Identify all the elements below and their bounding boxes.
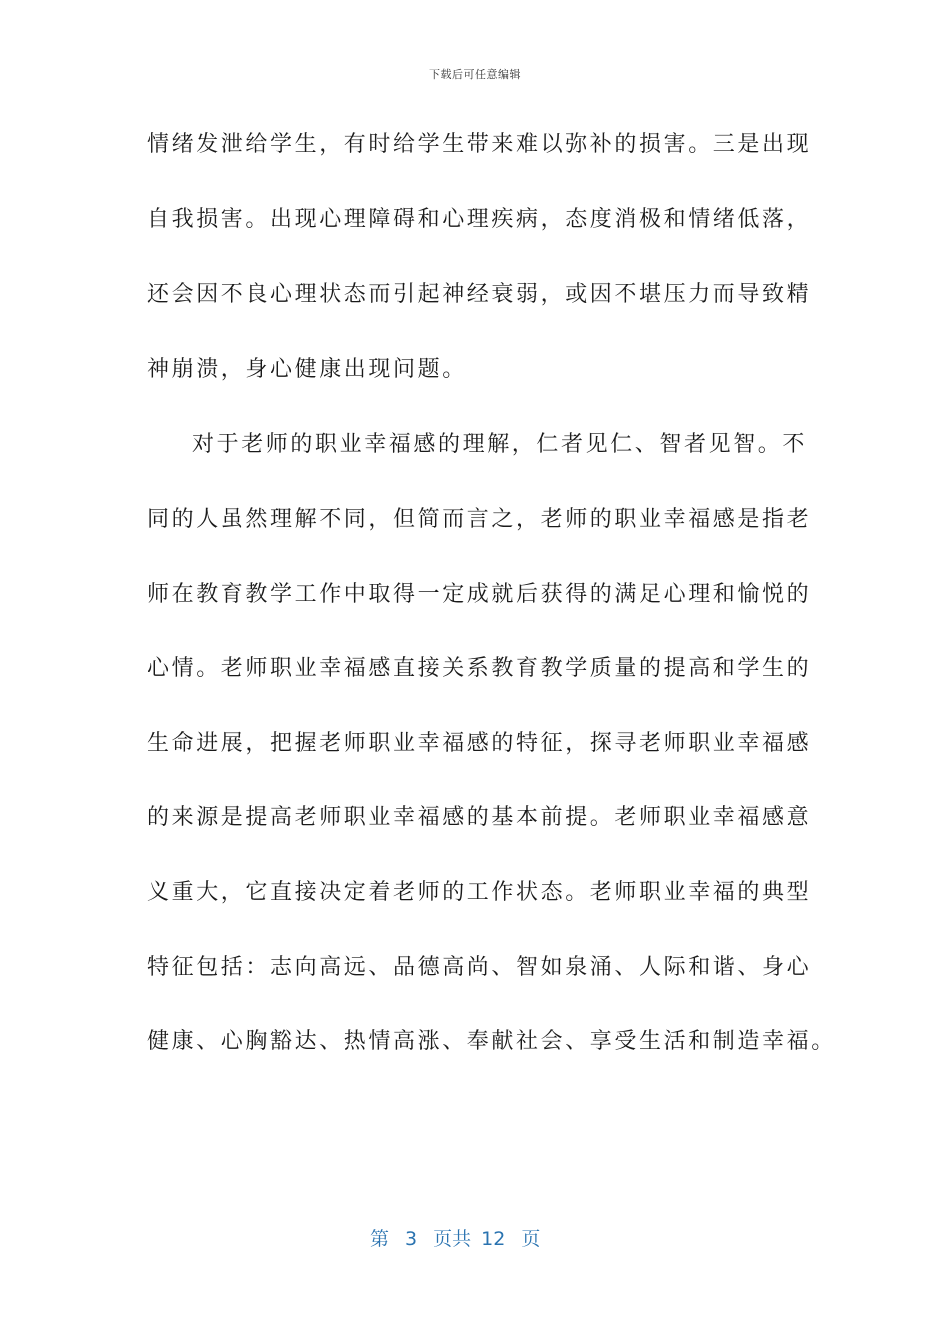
body-line: 同的人虽然理解不同，但简而言之，老师的职业幸福感是指老	[147, 507, 812, 532]
page-number-footer	[370, 1225, 556, 1253]
body-line: 情绪发泄给学生，有时给学生带来难以弥补的损害。三是出现	[147, 132, 812, 157]
current-page-number: 3	[405, 1228, 418, 1250]
body-line: 心情。老师职业幸福感直接关系教育教学质量的提高和学生的	[147, 656, 812, 681]
body-line: 特征包括：志向高远、品德高尚、智如泉涌、人际和谐、身心	[147, 955, 812, 980]
body-line: 神崩溃，身心健康出现问题。	[147, 357, 467, 382]
paragraph-first-line: 对于老师的职业幸福感的理解，仁者见仁、智者见智。不	[192, 432, 808, 457]
body-line: 自我损害。出现心理障碍和心理疾病，态度消极和情绪低落，	[147, 207, 812, 232]
footer-middle: 页共	[433, 1228, 472, 1250]
body-line: 师在教育教学工作中取得一定成就后获得的满足心理和愉悦的	[147, 582, 812, 607]
footer-prefix: 第	[370, 1228, 390, 1250]
body-line: 生命进展，把握老师职业幸福感的特征，探寻老师职业幸福感	[147, 731, 812, 756]
body-line: 健康、心胸豁达、热情高涨、奉献社会、享受生活和制造幸福。	[147, 1029, 836, 1054]
body-line: 的来源是提高老师职业幸福感的基本前提。老师职业幸福感意	[147, 805, 812, 830]
body-line: 义重大，它直接决定着老师的工作状态。老师职业幸福的典型	[147, 880, 812, 905]
total-pages-number: 12	[481, 1228, 506, 1250]
body-line: 还会因不良心理状态而引起神经衰弱，或因不堪压力而导致精	[147, 282, 812, 307]
footer-suffix: 页	[521, 1228, 541, 1250]
page-header: 下载后可任意编辑	[429, 68, 521, 81]
